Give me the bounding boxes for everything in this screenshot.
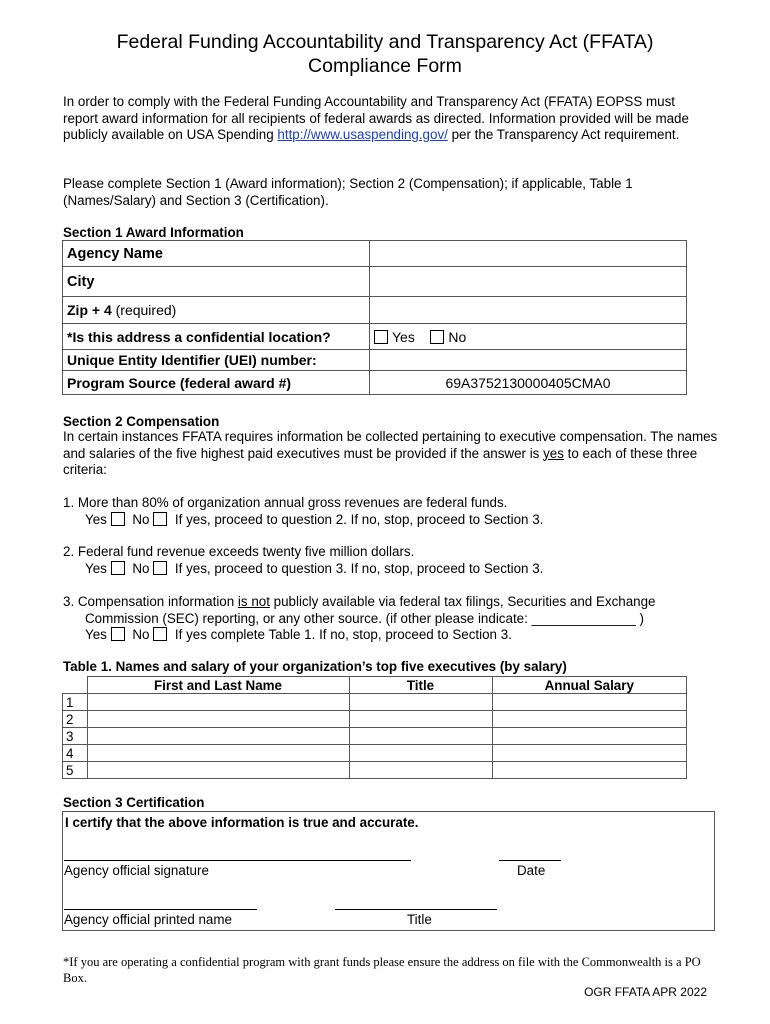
agency-name-label: Agency Name: [63, 241, 370, 267]
q1-follow-text: If yes, proceed to question 2. If no, stop, proceed to Section 3.: [174, 511, 544, 527]
signature-label: Agency official signature: [64, 863, 209, 878]
question-1-answers: [63, 512, 723, 529]
city-field[interactable]: [370, 267, 687, 297]
certify-statement: I certify that the above information is true and accurate.: [65, 815, 419, 830]
zip-field[interactable]: [370, 297, 687, 324]
section2-intro-text-end: to each of these three criteria:: [63, 445, 698, 477]
row-number: 1: [63, 694, 88, 711]
table1-heading: Table 1. Names and salary of your organization’s top five executives (by salary): [63, 659, 567, 674]
uei-label: Unique Entity Identifier (UEI) number:: [63, 350, 370, 371]
executives-table: [62, 676, 687, 779]
q1-no-label: No: [132, 511, 150, 527]
row-number: 3: [63, 728, 88, 745]
intro-text-after: per the Transparency Act requirement.: [447, 127, 680, 142]
table-row: [63, 728, 687, 745]
section2-intro-text: In certain instances FFATA requires information be collected pertaining to executive compensation. The names and salaries of the five highest paid executives must be provided if the answer is: [63, 429, 718, 461]
row-number: 5: [63, 762, 88, 779]
question-3-line-2: Commission (SEC) reporting, or any other source. (if other please indicate: ______________ ): [85, 610, 644, 626]
q2-yes-label: Yes: [85, 560, 107, 576]
question-3: [63, 594, 723, 644]
question-1-text: 1. More than 80% of organization annual gross revenues are federal funds.: [63, 495, 508, 510]
question-1: [63, 495, 723, 528]
date-line[interactable]: [499, 860, 561, 861]
q1-yes-checkbox[interactable]: [111, 512, 125, 526]
row-number: 4: [63, 745, 88, 762]
q2-yes-checkbox[interactable]: [111, 561, 125, 575]
question-2: [63, 544, 723, 577]
title-label: Title: [407, 912, 432, 927]
confidential-yes-label: Yes: [392, 328, 415, 345]
title-cell[interactable]: [349, 694, 492, 711]
table-row: [63, 745, 687, 762]
section1-table: [62, 240, 687, 395]
title-line-2: Compliance Form: [308, 55, 462, 77]
intro-paragraph: [63, 94, 713, 144]
uei-field[interactable]: [370, 350, 687, 371]
program-source-value[interactable]: 69A3752130000405CMA0: [370, 371, 687, 395]
confidential-no-label: No: [448, 328, 467, 345]
salary-cell[interactable]: [492, 728, 687, 745]
salary-cell[interactable]: [492, 711, 687, 728]
title-cell[interactable]: [349, 762, 492, 779]
zip-note: (required): [111, 302, 177, 318]
q3-text-start: 3. Compensation information: [63, 594, 238, 609]
salary-cell[interactable]: [492, 694, 687, 711]
table-row: [63, 762, 687, 779]
section2-yes-underlined: yes: [543, 445, 564, 461]
name-cell[interactable]: [87, 762, 349, 779]
q3-no-label: No: [132, 627, 150, 642]
q1-no-checkbox[interactable]: [153, 512, 167, 526]
table-row: [63, 694, 687, 711]
question-2-answers: [63, 561, 723, 578]
title-line-1: Federal Funding Accountability and Transparency Act (FFATA): [116, 31, 654, 53]
form-code: OGR FFATA APR 2022: [584, 985, 707, 999]
title-cell[interactable]: [349, 745, 492, 762]
section3-heading: Section 3 Certification: [63, 795, 205, 810]
q3-follow-text: If yes complete Table 1. If no, stop, proceed to Section 3.: [174, 627, 512, 642]
section2-heading: Section 2 Compensation: [63, 414, 220, 429]
q2-no-label: No: [132, 560, 150, 576]
name-cell[interactable]: [87, 728, 349, 745]
column-header-name: First and Last Name: [87, 677, 349, 694]
q3-yes-checkbox[interactable]: [111, 627, 125, 641]
name-cell[interactable]: [87, 745, 349, 762]
column-header-title: Title: [349, 677, 492, 694]
usaspending-link[interactable]: http://www.usaspending.gov/: [277, 127, 448, 142]
zip-label: Zip + 4: [67, 302, 112, 318]
section2-intro: [63, 429, 718, 479]
table1-corner: [63, 677, 88, 694]
name-cell[interactable]: [87, 694, 349, 711]
question-3-text: [63, 594, 723, 611]
q2-follow-text: If yes, proceed to question 3. If no, stop, proceed to Section 3.: [174, 560, 544, 576]
salary-cell[interactable]: [492, 762, 687, 779]
question-2-text: 2. Federal fund revenue exceeds twenty five million dollars.: [63, 544, 415, 559]
column-header-salary: Annual Salary: [492, 677, 687, 694]
name-cell[interactable]: [87, 711, 349, 728]
q3-yes-label: Yes: [85, 627, 107, 642]
title-cell[interactable]: [349, 711, 492, 728]
signature-line[interactable]: [64, 860, 411, 861]
printed-name-label: Agency official printed name: [64, 912, 232, 927]
question-3-answers: [63, 627, 723, 644]
q3-text-end: publicly available via federal tax filings, Securities and Exchange: [269, 594, 656, 609]
certification-box: [62, 811, 715, 931]
zip-label-cell: [63, 297, 370, 324]
page-title: [0, 30, 770, 78]
q1-yes-label: Yes: [85, 511, 107, 527]
title-cell[interactable]: [349, 728, 492, 745]
salary-cell[interactable]: [492, 745, 687, 762]
q3-is-not: is not: [237, 594, 270, 609]
confidential-yes-checkbox[interactable]: [374, 330, 388, 344]
date-label: Date: [517, 863, 546, 878]
q2-no-checkbox[interactable]: [153, 561, 167, 575]
printed-name-line[interactable]: [64, 909, 257, 910]
title-line[interactable]: [335, 909, 497, 910]
q3-no-checkbox[interactable]: [153, 627, 167, 641]
program-source-label: Program Source (federal award #): [63, 371, 370, 395]
confidential-no-checkbox[interactable]: [430, 330, 444, 344]
agency-name-field[interactable]: [370, 241, 687, 267]
confidential-options: [370, 324, 687, 350]
table-row: [63, 711, 687, 728]
city-label: City: [63, 267, 370, 297]
instructions-paragraph: Please complete Section 1 (Award information); Section 2 (Compensation); if applicable, Table 1 (Names/Salary) and Section 3 (Certification).: [63, 176, 633, 208]
confidential-label: *Is this address a confidential location?: [63, 324, 370, 350]
intro-text: In order to comply with the Federal Funding Accountability and Transparency Act (FFATA) EOPSS must report award information for all recipients of federal awards as directed. Information provided will be made publicly available on USA Spending: [63, 94, 689, 142]
section1-heading: Section 1 Award Information: [63, 225, 244, 240]
footnote: *If you are operating a confidential program with grant funds please ensure the address on file with the Commonwealth is a PO Box.: [63, 955, 701, 985]
row-number: 2: [63, 711, 88, 728]
